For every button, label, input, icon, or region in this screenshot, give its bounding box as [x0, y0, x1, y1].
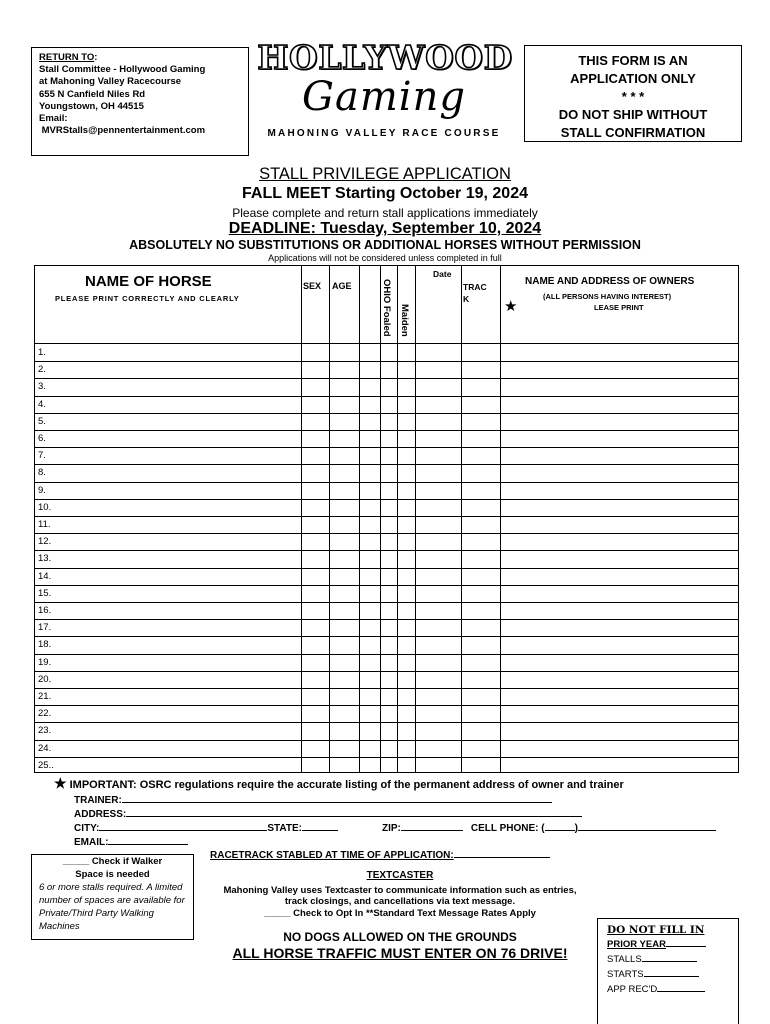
- return-email: MVRStalls@pennentertainment.com: [39, 125, 206, 137]
- no-substitutions-notice: ABSOLUTELY NO SUBSTITUTIONS OR ADDITIONAL HORSES WITHOUT PERMISSION: [129, 238, 641, 252]
- walker-space-box[interactable]: [31, 854, 194, 940]
- walker-info: 6 or more stalls required. A limited number of spaces are available for Private/Third Party Walking Machines: [39, 882, 185, 932]
- row-divider: [35, 550, 738, 551]
- row-number: 6.: [38, 433, 46, 444]
- cell-phone-label: CELL PHONE: (: [470, 823, 545, 834]
- office-use-title: DO NOT FILL IN: [607, 924, 705, 936]
- trainer-label: TRAINER:: [74, 795, 122, 806]
- address-label: ADDRESS:: [74, 809, 127, 820]
- sex-header: SEX: [303, 281, 322, 291]
- row-divider: [35, 705, 738, 706]
- textcaster-line: Mahoning Valley uses Textcaster to communicate information such as entries,: [223, 884, 577, 896]
- star-icon: ★: [54, 775, 67, 791]
- notice-line: * * *: [621, 89, 645, 104]
- row-divider: [35, 430, 738, 431]
- notice-line: DO NOT SHIP WITHOUT: [558, 107, 708, 122]
- row-divider: [35, 654, 738, 655]
- state-label: STATE:: [267, 823, 302, 834]
- row-divider: [35, 516, 738, 517]
- row-divider: [35, 636, 738, 637]
- owners-header: NAME AND ADDRESS OF OWNERS: [525, 276, 695, 287]
- textcaster-line: track closings, and cancellations via text message.: [284, 896, 516, 907]
- date-header: Date: [433, 269, 452, 279]
- return-address-box: RETURN TO: Stall Committee - Hollywood Gaming at Mahoning Valley Racecourse 655 N Canfield Niles Rd Youngstown, OH 44515 Email: MVRStalls@pennentertainment.com: [31, 47, 249, 156]
- row-divider: [35, 688, 738, 689]
- row-number: 21.: [38, 691, 52, 702]
- row-number: 8.: [38, 467, 46, 479]
- row-divider: [35, 740, 738, 741]
- row-divider: [35, 619, 738, 620]
- row-divider: [35, 568, 738, 569]
- stalls-label: STALLS: [607, 954, 642, 965]
- prior-year-label: PRIOR YEAR: [607, 939, 666, 950]
- starts-label: STARTS: [607, 969, 644, 980]
- city-field[interactable]: [74, 821, 716, 834]
- hollywood-gaming-logo: [255, 38, 513, 146]
- name-of-horse-header: NAME OF HORSE: [85, 273, 212, 290]
- walker-check-label: _____ Check if Walker: [62, 856, 163, 867]
- row-number: 12.: [38, 536, 52, 548]
- horse-traffic-notice: ALL HORSE TRAFFIC MUST ENTER ON 76 DRIVE!: [232, 945, 568, 961]
- ohio-foaled-header: OHIO Foaled: [381, 279, 392, 337]
- row-divider: [35, 447, 738, 448]
- row-number: 4.: [38, 398, 46, 410]
- important-text: IMPORTANT: OSRC regulations require the accurate listing of the permanent address of owner and trainer: [69, 779, 624, 791]
- no-dogs-notice: NO DOGS ALLOWED ON THE GROUNDS: [283, 930, 517, 944]
- row-divider: [35, 602, 738, 603]
- all-persons-note: (ALL PERSONS HAVING INTEREST): [543, 292, 672, 301]
- complete-in-full-note: Applications will not be considered unless completed in full: [268, 253, 502, 263]
- city-label: CITY:: [74, 823, 100, 834]
- return-to-label: RETURN TO: [39, 52, 95, 63]
- row-number: 9.: [38, 484, 46, 496]
- instructions: Please complete and return stall applications immediately: [232, 206, 538, 220]
- row-number: 13.: [38, 553, 52, 565]
- textcaster-section: [205, 870, 595, 919]
- return-line: at Mahoning Valley Racecourse: [39, 76, 182, 88]
- textcaster-opt-in[interactable]: _____ Check to Opt In **Standard Text Message Rates Apply: [264, 907, 536, 919]
- prior-year-field: [607, 937, 729, 952]
- return-line: Email:: [39, 113, 68, 125]
- maiden-header: Maiden: [399, 304, 410, 337]
- stalls-field: [607, 952, 729, 967]
- row-number: 24.: [38, 742, 52, 754]
- address-field[interactable]: [74, 807, 582, 820]
- row-divider: [35, 722, 738, 723]
- row-divider: [35, 378, 738, 379]
- row-number: 2.: [38, 364, 46, 376]
- row-number: 10.: [38, 501, 52, 513]
- return-line: 655 N Canfield Niles Rd: [39, 88, 146, 100]
- row-number: 22.: [38, 708, 52, 720]
- age-header: AGE: [332, 281, 352, 291]
- row-number: 25..: [38, 759, 54, 771]
- row-divider: [35, 464, 738, 465]
- row-number: 1.: [38, 347, 46, 358]
- office-use-box: [597, 918, 739, 1024]
- row-number: 5.: [38, 415, 46, 427]
- app-recd-field: [607, 982, 729, 997]
- return-line: Youngstown, OH 44515: [39, 100, 144, 112]
- starts-field: [607, 967, 729, 982]
- important-note: [54, 775, 624, 792]
- row-divider: [35, 413, 738, 414]
- email-label: EMAIL:: [74, 837, 109, 848]
- meet-dates: FALL MEET Starting October 19, 2024: [242, 185, 528, 202]
- textcaster-title: TEXTCASTER: [366, 870, 434, 881]
- row-divider: [35, 482, 738, 483]
- row-number: 23.: [38, 725, 52, 737]
- row-number: 18.: [38, 639, 52, 651]
- row-number: 16.: [38, 605, 52, 616]
- walker-space-needed: Space is needed: [75, 869, 150, 880]
- row-divider: [35, 757, 738, 758]
- app-recd-label: APP REC'D: [607, 984, 658, 995]
- row-divider: [35, 671, 738, 672]
- racetrack-label: RACETRACK STABLED AT TIME OF APPLICATION:: [210, 850, 454, 861]
- horse-table: [34, 265, 739, 773]
- row-number: 7.: [38, 450, 46, 462]
- racetrack-field[interactable]: [210, 848, 550, 861]
- logo-course-text: MAHONING VALLEY RACE COURSE: [267, 128, 501, 139]
- row-divider: [35, 585, 738, 586]
- row-divider: [35, 396, 738, 397]
- lease-print-note: LEASE PRINT: [594, 303, 644, 312]
- print-clearly-note: PLEASE PRINT CORRECTLY AND CLEARLY: [55, 294, 240, 303]
- track-header: TRAC K: [463, 282, 487, 304]
- deadline: DEADLINE: Tuesday, September 10, 2024: [228, 220, 542, 237]
- row-number: 11.: [38, 519, 51, 530]
- return-line: Stall Committee - Hollywood Gaming: [39, 64, 206, 76]
- row-divider: [35, 361, 738, 362]
- notice-line: THIS FORM IS AN: [578, 53, 688, 68]
- row-number: 15.: [38, 587, 52, 599]
- notice-line: STALL CONFIRMATION: [560, 125, 706, 140]
- row-divider: [35, 533, 738, 534]
- trainer-field[interactable]: [74, 793, 552, 806]
- star-icon: ★: [504, 298, 518, 315]
- form-title: STALL PRIVILEGE APPLICATION: [259, 165, 511, 183]
- row-number: 20.: [38, 673, 52, 685]
- row-number: 17.: [38, 622, 52, 634]
- row-number: 14.: [38, 570, 52, 582]
- row-number: 3.: [38, 381, 46, 393]
- application-notice-box: [524, 45, 742, 142]
- notice-line: APPLICATION ONLY: [570, 71, 696, 86]
- email-field[interactable]: [74, 835, 188, 848]
- cell-phone-close: ): [574, 823, 578, 834]
- zip-label: ZIP:: [382, 823, 401, 834]
- logo-gaming-text: Gaming: [302, 74, 466, 120]
- row-number: 19.: [38, 656, 52, 668]
- row-divider: [35, 499, 738, 500]
- logo-hollywood-text: HOLLYWOOD: [257, 38, 513, 77]
